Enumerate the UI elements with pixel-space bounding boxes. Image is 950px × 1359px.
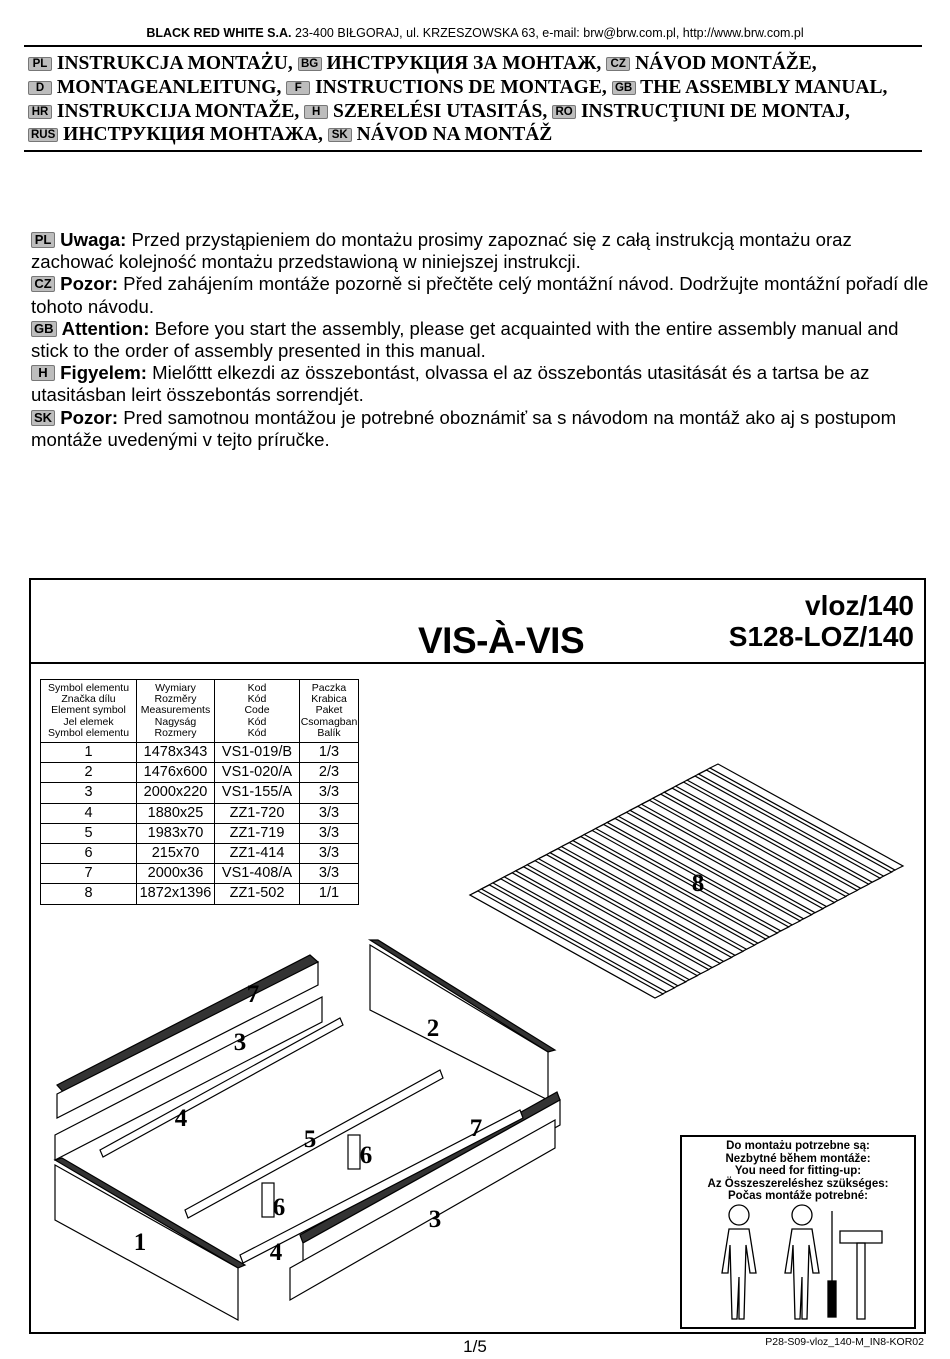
- part-label-8: 8: [691, 870, 705, 897]
- warning-text: Before you start the assembly, please get acquainted with the entire assembly manual and stick to the order of assembly presented in this manual.: [31, 317, 899, 362]
- cell-symbol: 7: [41, 864, 137, 884]
- tools-line: You need for fitting-up:: [734, 1165, 862, 1178]
- cell-code: ZZ1-720: [215, 803, 300, 823]
- cell-dimensions: 1476x600: [137, 763, 215, 783]
- title-d: MONTAGEANLEITUNG,: [56, 76, 282, 98]
- slatted-base-drawing: [470, 764, 903, 998]
- cell-package: 3/3: [300, 823, 359, 843]
- cell-code: ZZ1-414: [215, 843, 300, 863]
- col-header-package: Paczka Krabica Paket Csomagban Balík: [300, 680, 359, 743]
- part-label-2: 2: [426, 1015, 440, 1042]
- cell-dimensions: 215x70: [137, 843, 215, 863]
- required-tools-text: [682, 1140, 914, 1203]
- title-rus: ИНСТРУКЦИЯ МОНТАЖА,: [63, 124, 323, 146]
- warning-flag: CZ: [31, 276, 55, 292]
- flag-pl: PL: [28, 57, 52, 71]
- flag-sk: SK: [328, 128, 352, 142]
- required-tools-box: [680, 1135, 916, 1329]
- cell-code: VS1-020/A: [215, 763, 300, 783]
- title-ro: INSTRUCŢIUNI DE MONTAJ,: [580, 100, 850, 122]
- footer-code: P28-S09-vloz_140-M_IN8-KOR02: [765, 1336, 924, 1348]
- cell-code: ZZ1-502: [215, 884, 300, 904]
- warning-text: Przed przystąpieniem do montażu prosimy zapoznać się z całą instrukcją montażu oraz zachować kolejność montażu przedstawioną w niniejszej instrukcji.: [31, 229, 852, 273]
- warning-text: Mielőttt elkezdi az összebontást, olvassa el az összebontás utasitását és a tartsa be az utasitásban leirt összebontás sorrendjét.: [31, 362, 870, 406]
- tools-line: Počas montáže potrebné:: [728, 1190, 868, 1203]
- warning-flag: GB: [31, 321, 57, 337]
- tools-line: Do montażu potrzebne są:: [726, 1140, 870, 1152]
- warning-flag: PL: [31, 232, 55, 248]
- warning-label: Pozor:: [60, 273, 119, 295]
- title-cz: NÁVOD MONTÁŽE,: [635, 53, 817, 74]
- cell-symbol: 6: [41, 843, 137, 863]
- title-f: INSTRUCTIONS DE MONTAGE,: [315, 76, 607, 98]
- part-label-4b: 4: [269, 1239, 283, 1266]
- title-h: SZERELÉSI UTASITÁS,: [332, 100, 548, 122]
- cell-symbol: 1: [41, 743, 137, 763]
- flag-gb: GB: [612, 81, 636, 95]
- cell-dimensions: 1983x70: [137, 823, 215, 843]
- tools-line: Nezbytné během montáže:: [725, 1152, 871, 1165]
- hammer-icon: [840, 1231, 882, 1319]
- flag-rus: RUS: [28, 128, 58, 142]
- col-header-symbol: Symbol elementu Značka dílu Element symbol Jel elemek Symbol elementu: [41, 680, 137, 743]
- cell-dimensions: 1872x1396: [137, 884, 215, 904]
- page-number: 1/5: [463, 1337, 487, 1356]
- warning-flag: H: [31, 365, 55, 381]
- product-name: VIS-À-VIS: [418, 620, 585, 661]
- warning-label: Attention:: [61, 317, 150, 339]
- cell-symbol: 2: [41, 763, 137, 783]
- flag-f: F: [286, 81, 310, 95]
- warning-text: Před zahájením montáže pozorně si přečtěte celý montážní návod. Dodržujte montážní pořadí dle tohoto návodu.: [31, 273, 929, 317]
- cell-package: 3/3: [300, 843, 359, 863]
- part-label-6b: 6: [272, 1194, 286, 1221]
- company-address: 23-400 BIŁGORAJ, ul. KRZESZOWSKA 63, e-mail: brw@brw.com.pl, http://www.brw.com.pl: [291, 26, 804, 40]
- cell-dimensions: 2000x36: [137, 864, 215, 884]
- cell-code: ZZ1-719: [215, 823, 300, 843]
- cell-symbol: 4: [41, 803, 137, 823]
- title-sk: NÁVOD NA MONTÁŽ: [356, 124, 553, 146]
- cell-code: VS1-155/A: [215, 783, 300, 803]
- flag-d: D: [28, 81, 52, 95]
- cell-code: VS1-408/A: [215, 864, 300, 884]
- cell-package: 3/3: [300, 864, 359, 884]
- title-hr: INSTRUKCIJA MONTAŽE,: [56, 100, 300, 122]
- col-header-dimensions: Wymiary Rozměry Measurements Nagyság Rozmery: [137, 680, 215, 743]
- part-label-7: 7: [246, 981, 260, 1008]
- cell-dimensions: 1880x25: [137, 803, 215, 823]
- flag-bg: BG: [298, 57, 322, 71]
- part-label-6: 6: [359, 1142, 373, 1169]
- cell-package: 2/3: [300, 763, 359, 783]
- warning-label: Uwaga:: [60, 229, 127, 250]
- flag-hr: HR: [28, 105, 52, 119]
- title-pl: INSTRUKCJA MONTAŻU,: [56, 53, 293, 74]
- cell-symbol: 8: [41, 884, 137, 904]
- part-label-7b: 7: [469, 1115, 483, 1142]
- part-label-5: 5: [303, 1126, 317, 1153]
- warning-label: Figyelem:: [60, 362, 147, 384]
- flag-h: H: [304, 105, 328, 119]
- cell-package: 3/3: [300, 783, 359, 803]
- screwdriver-icon: [828, 1211, 836, 1317]
- cell-symbol: 5: [41, 823, 137, 843]
- product-code-2: S128-LOZ/140: [728, 621, 914, 652]
- flag-ro: RO: [552, 105, 576, 119]
- col-header-code: Kod Kód Code Kód Kód: [215, 680, 300, 743]
- cell-dimensions: 2000x220: [137, 783, 215, 803]
- warning-label: Pozor:: [60, 406, 119, 428]
- warning-flag: SK: [31, 410, 55, 426]
- title-gb: THE ASSEMBLY MANUAL,: [640, 76, 888, 98]
- person-icon: [785, 1205, 819, 1319]
- cell-package: 1/1: [300, 884, 359, 904]
- flag-cz: CZ: [606, 57, 630, 71]
- cell-symbol: 3: [41, 783, 137, 803]
- cell-dimensions: 1478x343: [137, 743, 215, 763]
- tools-illustration: [682, 1201, 914, 1325]
- cell-package: 3/3: [300, 803, 359, 823]
- product-code-1: vloz/140: [805, 590, 914, 621]
- part-label-3: 3: [233, 1029, 247, 1056]
- title-bg: ИНСТРУКЦИЯ ЗА МОНТАЖ,: [326, 53, 602, 74]
- cell-code: VS1-019/B: [215, 743, 300, 763]
- part-label-1: 1: [133, 1229, 147, 1256]
- part-label-4: 4: [174, 1105, 188, 1132]
- person-icon: [722, 1205, 756, 1319]
- company-name: BLACK RED WHITE S.A.: [146, 26, 292, 40]
- cell-package: 1/3: [300, 743, 359, 763]
- part-label-3b: 3: [428, 1206, 442, 1233]
- warning-text: Pred samotnou montážou je potrebné oboznámiť sa s návodom na montáž ako aj s postupom montáže uvedenými v tejto príručke.: [31, 406, 897, 450]
- tools-line: Az Összeszereléshez szükséges:: [707, 1177, 889, 1190]
